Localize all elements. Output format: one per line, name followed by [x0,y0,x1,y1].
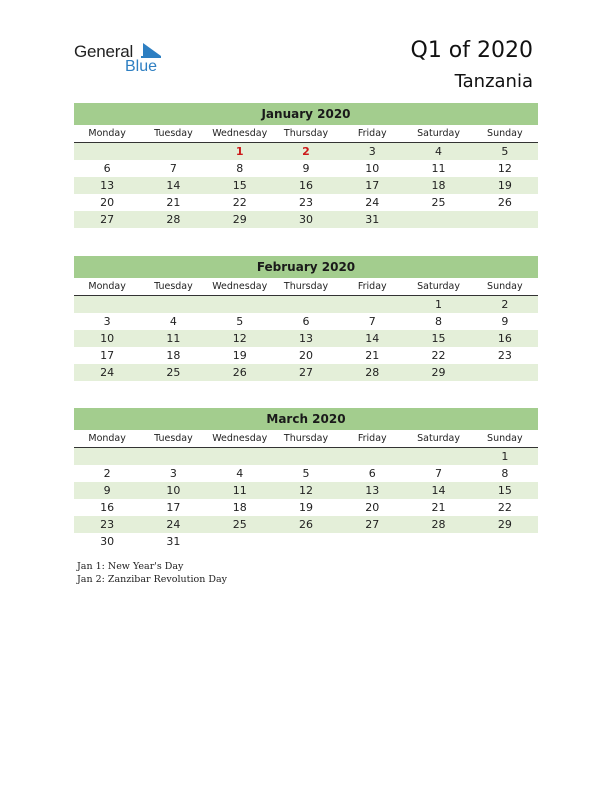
day-cell: 27 [100,213,115,226]
day-cell: 22 [431,349,446,362]
day-cell: 26 [497,196,512,209]
day-cell: 27 [365,518,380,531]
day-cell: 16 [100,501,115,514]
day-cell [339,296,405,313]
day-cell: 22 [232,196,247,209]
day-cell: 6 [103,162,111,175]
day-cell: 10 [365,162,380,175]
day-cell: 23 [298,196,313,209]
day-cell: 28 [166,213,181,226]
weekday-label: Thursday [283,128,329,139]
day-cell: 25 [166,366,181,379]
day-cell: 22 [497,501,512,514]
day-cell: 7 [435,467,443,480]
day-cell [207,448,273,465]
day-cell [140,296,206,313]
day-cell: 30 [298,213,313,226]
weekday-label: Wednesday [212,433,268,444]
logo-word-blue: Blue [125,58,158,75]
month-header: February 2020 [74,256,538,278]
day-cell: 29 [232,213,247,226]
day-cell: 18 [166,349,181,362]
weekday-label: Tuesday [154,433,193,444]
week-row [74,160,538,177]
day-cell: 21 [365,349,380,362]
day-cell: 11 [232,484,247,497]
day-cell [405,448,471,465]
day-cell: 24 [100,366,115,379]
day-cell: 14 [365,332,380,345]
day-cell: 31 [365,213,380,226]
day-cell: 3 [103,315,111,328]
day-cell [405,533,471,550]
day-cell: 25 [232,518,247,531]
week-row [74,516,538,533]
weekday-label: Monday [88,128,126,139]
day-cell: 10 [166,484,181,497]
day-cell: 8 [236,162,244,175]
day-cell: 15 [431,332,446,345]
day-cell: 7 [368,315,376,328]
day-cell: 28 [365,366,380,379]
day-cell [472,364,538,381]
day-cell [74,296,140,313]
weekday-header-row [74,430,538,448]
weekday-label: Saturday [417,281,460,292]
day-cell: 20 [365,501,380,514]
day-cell: 20 [100,196,115,209]
day-cell: 17 [100,349,115,362]
day-cell: 2 [103,467,111,480]
page-title: Q1 of 2020 [410,38,533,63]
day-cell: 4 [435,145,443,158]
day-cell: 26 [298,518,313,531]
week-row [74,194,538,211]
day-cell: 17 [365,179,380,192]
day-cell [140,143,206,160]
day-cell [140,448,206,465]
weekday-label: Monday [88,433,126,444]
day-cell: 21 [431,501,446,514]
day-cell: 1 [501,450,509,463]
day-cell: 12 [497,162,512,175]
day-cell: 5 [236,315,244,328]
day-cell: 6 [368,467,376,480]
week-row [74,347,538,364]
day-cell: 4 [236,467,244,480]
day-cell [273,448,339,465]
logo [74,40,184,80]
day-cell [273,533,339,550]
weekday-header-row [74,278,538,296]
weekday-label: Friday [357,433,387,444]
holiday-note: Jan 1: New Year's Day [77,561,184,572]
weekday-label: Sunday [487,433,523,444]
day-cell: 28 [431,518,446,531]
day-cell: 29 [497,518,512,531]
day-cell: 6 [302,315,310,328]
day-cell [207,533,273,550]
day-cell: 12 [298,484,313,497]
weekday-label: Tuesday [154,128,193,139]
week-row [74,364,538,381]
week-row [74,296,538,313]
day-cell [339,533,405,550]
day-cell: 13 [100,179,115,192]
weekday-label: Saturday [417,128,460,139]
day-cell: 14 [431,484,446,497]
month-march [74,408,538,550]
day-cell: 2 [501,298,509,311]
day-cell: 11 [431,162,446,175]
day-cell: 30 [100,535,115,548]
day-cell: 9 [103,484,111,497]
day-cell: 10 [100,332,115,345]
day-cell: 3 [169,467,177,480]
logo-flag-icon [141,43,161,59]
day-cell: 23 [497,349,512,362]
day-cell: 16 [497,332,512,345]
day-cell: 7 [169,162,177,175]
logo-word-general: General [74,42,134,61]
weekday-label: Wednesday [212,128,268,139]
weekday-label: Tuesday [154,281,193,292]
day-cell: 12 [232,332,247,345]
week-row [74,482,538,499]
day-cell: 5 [302,467,310,480]
day-cell: 9 [302,162,310,175]
month-january [74,103,538,228]
day-cell: 29 [431,366,446,379]
day-cell [472,211,538,228]
week-row [74,330,538,347]
country-name: Tanzania [454,71,533,92]
day-cell: 13 [365,484,380,497]
day-cell: 11 [166,332,181,345]
weeks [74,448,538,550]
day-cell: 14 [166,179,181,192]
day-cell [74,143,140,160]
day-cell: 19 [298,501,313,514]
day-cell [207,296,273,313]
day-cell: 21 [166,196,181,209]
day-cell: 27 [298,366,313,379]
day-cell: 1 [435,298,443,311]
week-row [74,499,538,516]
day-cell: 8 [435,315,443,328]
week-row [74,313,538,330]
weekday-label: Saturday [417,433,460,444]
weeks [74,143,538,228]
day-cell: 19 [497,179,512,192]
weekday-label: Sunday [487,128,523,139]
day-cell: 23 [100,518,115,531]
week-row [74,465,538,482]
week-row [74,533,538,550]
holiday-day-cell: 2 [302,145,310,158]
day-cell: 19 [232,349,247,362]
day-cell: 13 [298,332,313,345]
weekday-label: Friday [357,281,387,292]
day-cell: 15 [497,484,512,497]
weekday-label: Sunday [487,281,523,292]
day-cell: 18 [232,501,247,514]
month-february [74,256,538,381]
month-header: January 2020 [74,103,538,125]
day-cell [472,533,538,550]
weekday-label: Friday [357,128,387,139]
day-cell [339,448,405,465]
day-cell: 20 [298,349,313,362]
holiday-note: Jan 2: Zanzibar Revolution Day [77,574,227,585]
week-row [74,177,538,194]
day-cell: 31 [166,535,181,548]
week-row [74,211,538,228]
day-cell: 9 [501,315,509,328]
day-cell: 8 [501,467,509,480]
weekday-header-row [74,125,538,143]
weekday-label: Wednesday [212,281,268,292]
day-cell: 16 [298,179,313,192]
day-cell [405,211,471,228]
day-cell: 5 [501,145,509,158]
day-cell: 25 [431,196,446,209]
month-header: March 2020 [74,408,538,430]
week-row [74,143,538,160]
day-cell: 15 [232,179,247,192]
holiday-notes [77,560,227,586]
week-row [74,448,538,465]
day-cell: 3 [368,145,376,158]
weekday-label: Monday [88,281,126,292]
day-cell: 17 [166,501,181,514]
weekday-label: Thursday [283,433,329,444]
weeks [74,296,538,381]
day-cell: 24 [365,196,380,209]
day-cell [273,296,339,313]
holiday-day-cell: 1 [235,145,244,158]
day-cell: 18 [431,179,446,192]
day-cell: 26 [232,366,247,379]
day-cell: 24 [166,518,181,531]
day-cell [74,448,140,465]
day-cell: 4 [169,315,177,328]
weekday-label: Thursday [283,281,329,292]
